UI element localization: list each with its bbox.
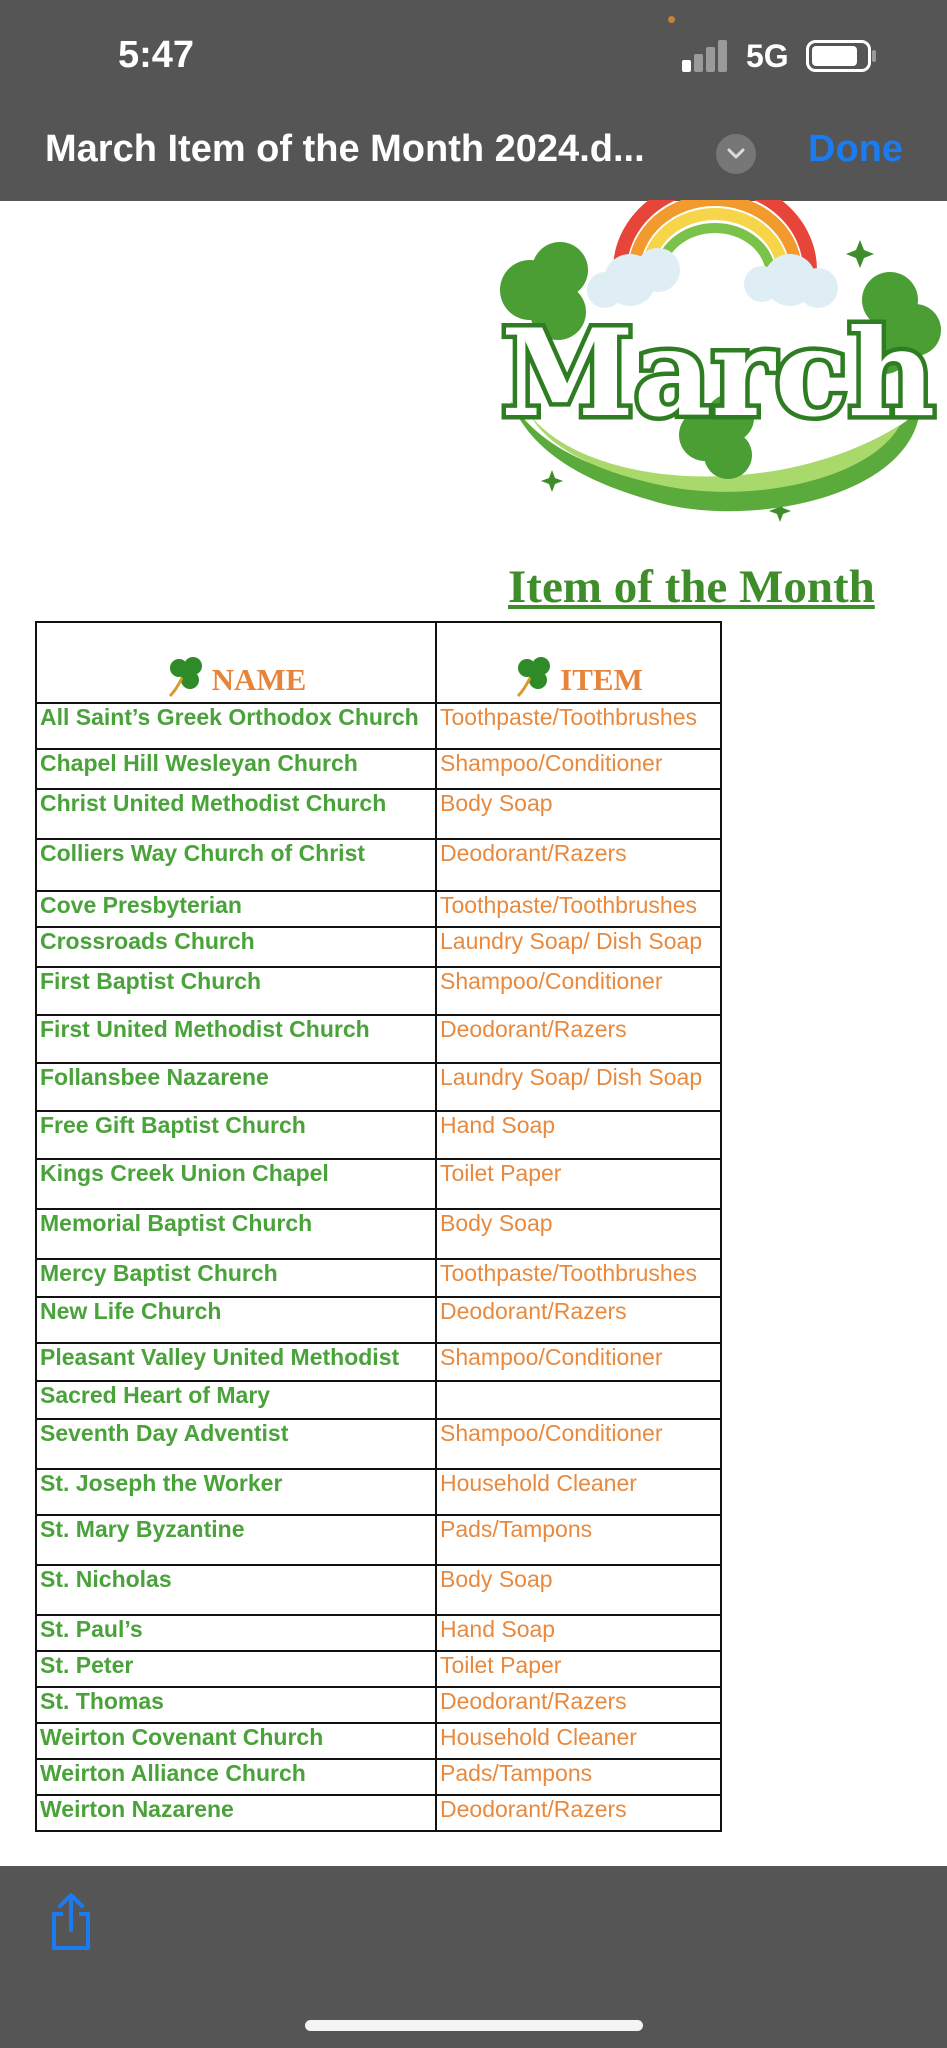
church-name-cell: Weirton Covenant Church xyxy=(36,1723,436,1759)
church-name-cell: Kings Creek Union Chapel xyxy=(36,1159,436,1209)
item-cell: Body Soap xyxy=(436,1209,721,1259)
item-cell: Toilet Paper xyxy=(436,1651,721,1687)
share-icon[interactable] xyxy=(46,1892,96,1952)
table-row xyxy=(36,749,721,789)
church-name-cell: Sacred Heart of Mary xyxy=(36,1381,436,1419)
church-name-cell: St. Nicholas xyxy=(36,1565,436,1615)
church-name-cell: Follansbee Nazarene xyxy=(36,1063,436,1111)
item-cell xyxy=(436,1381,721,1419)
privacy-indicator xyxy=(668,16,675,23)
item-cell: Pads/Tampons xyxy=(436,1759,721,1795)
item-cell: Toothpaste/Toothbrushes xyxy=(436,703,721,749)
item-cell: Toothpaste/Toothbrushes xyxy=(436,1259,721,1297)
table-row xyxy=(36,839,721,891)
table-row xyxy=(36,1469,721,1515)
name-column-header xyxy=(36,622,436,703)
church-name-cell: St. Mary Byzantine xyxy=(36,1515,436,1565)
shamrock-icon xyxy=(166,654,206,698)
church-name-cell: Chapel Hill Wesleyan Church xyxy=(36,749,436,789)
table-row xyxy=(36,1381,721,1419)
church-name-cell: St. Peter xyxy=(36,1651,436,1687)
home-indicator[interactable] xyxy=(305,2020,643,2031)
table-row xyxy=(36,1687,721,1723)
table-row xyxy=(36,1209,721,1259)
table-row xyxy=(36,891,721,927)
item-cell: Laundry Soap/ Dish Soap xyxy=(436,927,721,967)
table-row xyxy=(36,1159,721,1209)
church-name-cell: Crossroads Church xyxy=(36,927,436,967)
name-header-label: NAME xyxy=(211,662,307,697)
item-cell: Pads/Tampons xyxy=(436,1515,721,1565)
table-row xyxy=(36,1297,721,1343)
item-cell: Shampoo/Conditioner xyxy=(436,967,721,1015)
table-row xyxy=(36,1015,721,1063)
church-name-cell: First United Methodist Church xyxy=(36,1015,436,1063)
status-time: 5:47 xyxy=(118,34,195,76)
item-column-header xyxy=(436,622,721,703)
table-row xyxy=(36,1651,721,1687)
table-row xyxy=(36,1759,721,1795)
item-cell: Laundry Soap/ Dish Soap xyxy=(436,1063,721,1111)
table-row xyxy=(36,1723,721,1759)
table-row xyxy=(36,1565,721,1615)
item-cell: Deodorant/Razers xyxy=(436,1015,721,1063)
table-row xyxy=(36,1795,721,1831)
table-row xyxy=(36,967,721,1015)
item-cell: Deodorant/Razers xyxy=(436,1687,721,1723)
table-row xyxy=(36,1259,721,1297)
item-cell: Deodorant/Razers xyxy=(436,1297,721,1343)
item-cell: Household Cleaner xyxy=(436,1469,721,1515)
item-cell: Deodorant/Razers xyxy=(436,839,721,891)
march-logo xyxy=(490,200,945,545)
table-row xyxy=(36,1515,721,1565)
item-cell: Body Soap xyxy=(436,789,721,839)
table-row xyxy=(36,1615,721,1651)
item-cell: Hand Soap xyxy=(436,1111,721,1159)
church-name-cell: St. Thomas xyxy=(36,1687,436,1723)
item-cell: Shampoo/Conditioner xyxy=(436,749,721,789)
item-cell: Toothpaste/Toothbrushes xyxy=(436,891,721,927)
church-name-cell: Pleasant Valley United Methodist xyxy=(36,1343,436,1381)
march-logo-text: March xyxy=(500,303,936,444)
table-header-row xyxy=(36,622,721,703)
item-cell: Shampoo/Conditioner xyxy=(436,1419,721,1469)
church-name-cell: Free Gift Baptist Church xyxy=(36,1111,436,1159)
church-name-cell: Seventh Day Adventist xyxy=(36,1419,436,1469)
church-name-cell: Cove Presbyterian xyxy=(36,891,436,927)
document-title[interactable]: March Item of the Month 2024.d... xyxy=(45,128,645,170)
table-row xyxy=(36,927,721,967)
page-heading: Item of the Month xyxy=(508,561,875,613)
church-name-cell: New Life Church xyxy=(36,1297,436,1343)
network-label: 5G xyxy=(746,38,789,74)
church-name-cell: First Baptist Church xyxy=(36,967,436,1015)
item-cell: Hand Soap xyxy=(436,1615,721,1651)
done-button[interactable]: Done xyxy=(808,128,903,170)
item-cell: Body Soap xyxy=(436,1565,721,1615)
church-name-cell: Weirton Alliance Church xyxy=(36,1759,436,1795)
item-table xyxy=(35,621,722,1832)
church-name-cell: Weirton Nazarene xyxy=(36,1795,436,1831)
battery-icon xyxy=(806,40,878,72)
table-row xyxy=(36,703,721,749)
item-cell: Household Cleaner xyxy=(436,1723,721,1759)
title-menu-button[interactable] xyxy=(716,134,756,174)
table-row xyxy=(36,789,721,839)
item-header-label: ITEM xyxy=(560,662,643,697)
church-name-cell: Colliers Way Church of Christ xyxy=(36,839,436,891)
church-name-cell: Mercy Baptist Church xyxy=(36,1259,436,1297)
top-bar xyxy=(0,0,947,201)
item-cell: Deodorant/Razers xyxy=(436,1795,721,1831)
shamrock-icon xyxy=(514,654,554,698)
church-name-cell: Christ United Methodist Church xyxy=(36,789,436,839)
church-name-cell: St. Paul’s xyxy=(36,1615,436,1651)
church-name-cell: All Saint’s Greek Orthodox Church xyxy=(36,703,436,749)
table-row xyxy=(36,1343,721,1381)
church-name-cell: St. Joseph the Worker xyxy=(36,1469,436,1515)
item-cell: Toilet Paper xyxy=(436,1159,721,1209)
table-row xyxy=(36,1419,721,1469)
church-name-cell: Memorial Baptist Church xyxy=(36,1209,436,1259)
chevron-down-icon xyxy=(727,148,745,160)
signal-icon xyxy=(680,40,730,72)
table-row xyxy=(36,1111,721,1159)
table-row xyxy=(36,1063,721,1111)
item-cell: Shampoo/Conditioner xyxy=(436,1343,721,1381)
